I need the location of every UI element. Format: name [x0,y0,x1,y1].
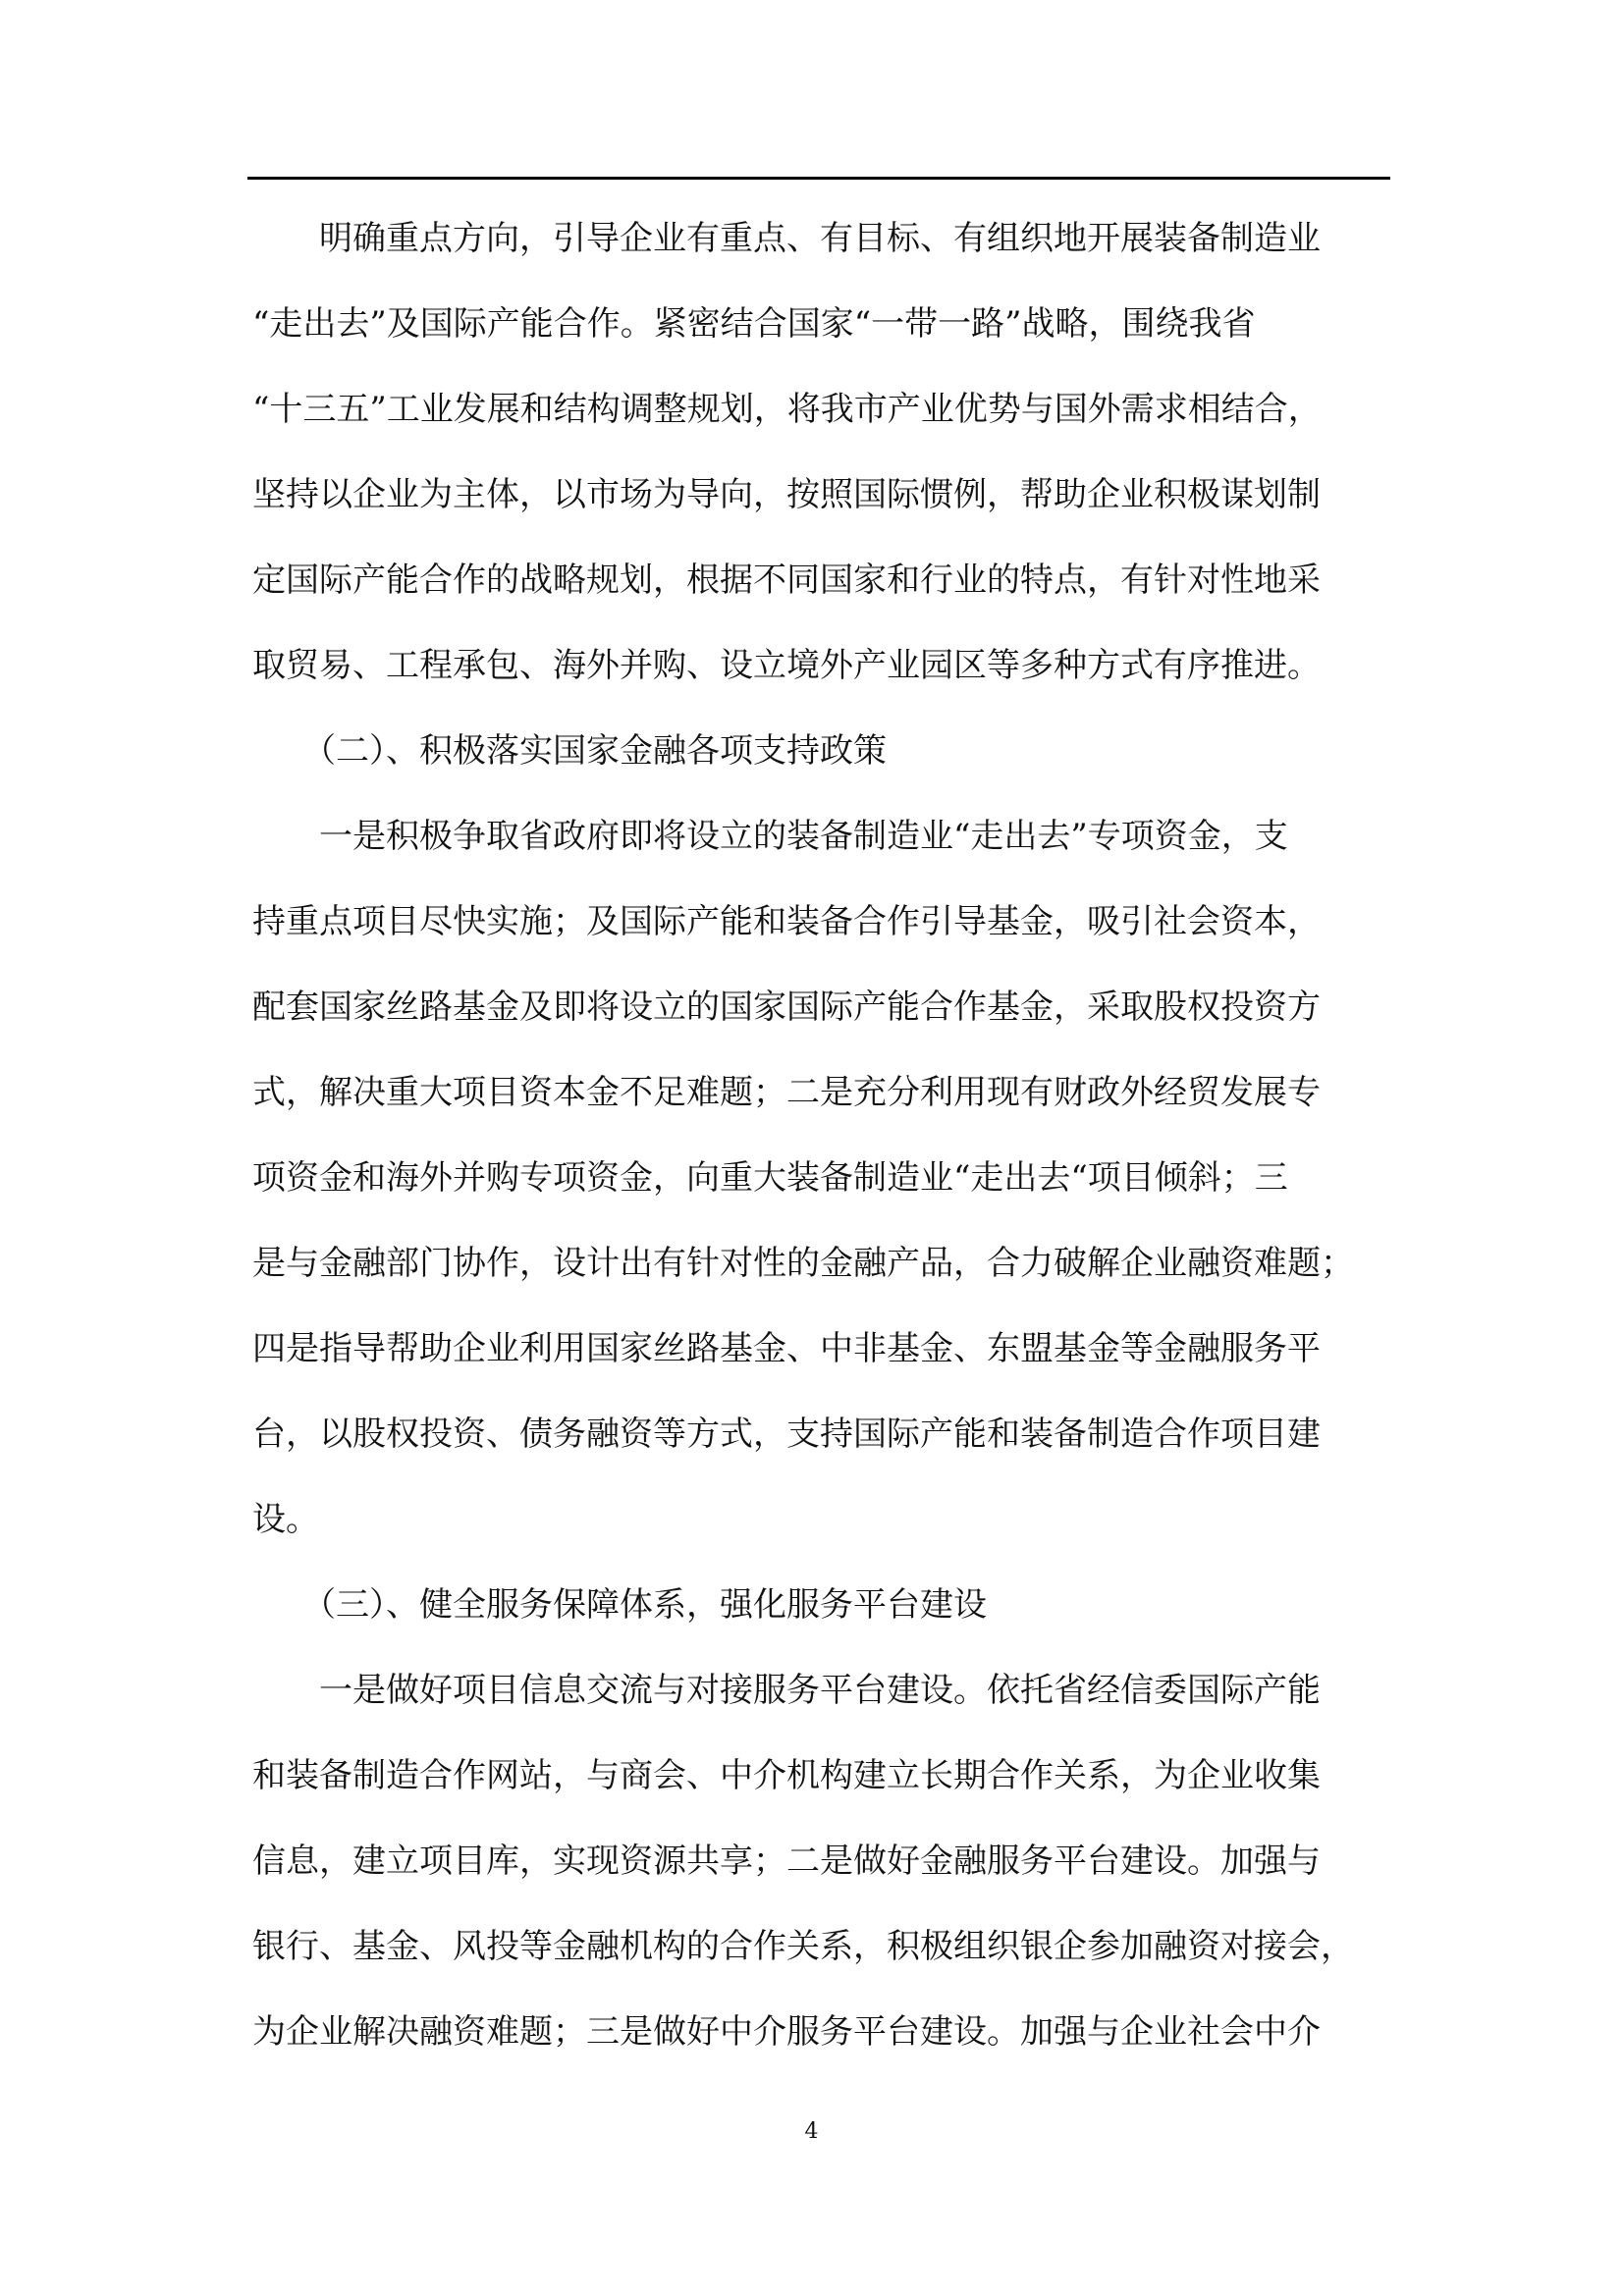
text-line: 明确重点方向，引导企业有重点、有目标、有组织地开展装备制造业 [252,219,1321,258]
text-line: 取贸易、工程承包、海外并购、设立境外产业园区等多种方式有序推进。 [252,646,1321,685]
text-line: 信息，建立项目库，实现资源共享；二是做好金融服务平台建设。加强与 [252,1842,1321,1881]
text-line: 坚持以企业为主体，以市场为导向，按照国际惯例，帮助企业积极谋划制 [252,475,1321,514]
text-line: 配套国家丝路基金及即将设立的国家国际产能合作基金，采取股权投资方 [252,988,1321,1027]
text-line: 银行、基金、风投等金融机构的合作关系，积极组织银企参加融资对接会， [252,1927,1354,1966]
text-line: 一是做好项目信息交流与对接服务平台建设。依托省经信委国际产能 [252,1671,1321,1710]
section-heading: （二）、积极落实国家金融各项支持政策 [252,731,887,771]
header-rule [247,177,1390,180]
text-line: 四是指导帮助企业利用国家丝路基金、中非基金、东盟基金等金融服务平 [252,1329,1321,1368]
text-line: 为企业解决融资难题；三是做好中介服务平台建设。加强与企业社会中介 [252,2012,1321,2052]
text-line: 持重点项目尽快实施；及国际产能和装备合作引导基金，吸引社会资本， [252,902,1321,941]
text-line: 设。 [252,1500,319,1539]
text-line: 是与金融部门协作，设计出有针对性的金融产品，合力破解企业融资难题； [252,1244,1354,1283]
text-line: 项资金和海外并购专项资金，向重大装备制造业“走出去“项目倾斜；三 [252,1158,1288,1198]
text-line: 一是积极争取省政府即将设立的装备制造业“走出去”专项资金，支 [252,817,1288,856]
text-line: 和装备制造合作网站，与商会、中介机构建立长期合作关系，为企业收集 [252,1756,1321,1795]
text-line: “走出去”及国际产能合作。紧密结合国家“一带一路”战略，围绕我省 [252,304,1256,344]
text-line: “十三五”工业发展和结构调整规划，将我市产业优势与国外需求相结合， [252,390,1322,429]
text-line: 定国际产能合作的战略规划，根据不同国家和行业的特点，有针对性地采 [252,561,1321,600]
section-heading: （三）、健全服务保障体系，强化服务平台建设 [252,1585,987,1625]
text-line: 式，解决重大项目资本金不足难题；二是充分利用现有财政外经贸发展专 [252,1073,1321,1112]
text-line: 台，以股权投资、债务融资等方式，支持国际产能和装备制造合作项目建 [252,1415,1321,1454]
page-number: 4 [804,2119,819,2144]
